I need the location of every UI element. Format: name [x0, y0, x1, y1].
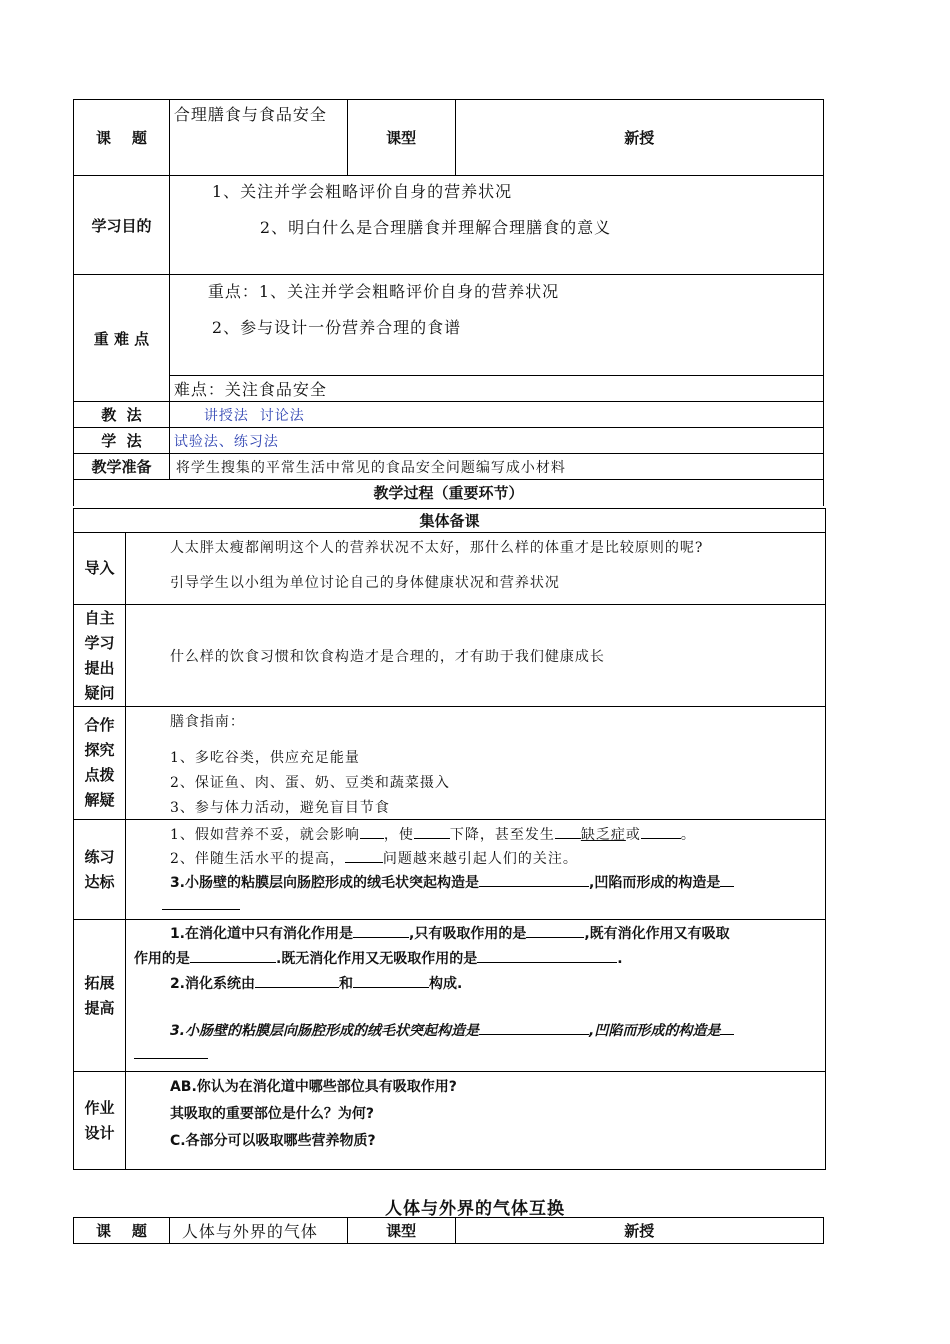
- teaching-method-label: 教 法: [74, 402, 170, 428]
- section2-type-label: 课型: [347, 1218, 455, 1244]
- intro-content: [125, 533, 825, 605]
- lesson-type-label: 课型: [347, 100, 455, 176]
- section2-info-table: [73, 1217, 824, 1244]
- intro-line-1: 人太胖太瘦都阐明这个人的营养状况不太好，那什么样的体重才是比较原则的呢?: [169, 540, 704, 556]
- process-title: 教学过程（重要环节）: [74, 480, 824, 506]
- learning-method-value: 试验法、练习法: [169, 428, 823, 454]
- preparation-label: 教学准备: [74, 454, 170, 480]
- keypoint-2: 2、参与设计一份营养合理的食谱: [211, 318, 462, 337]
- intro-line-2: 引导学生以小组为单位讨论自己的身体健康状况和营养状况: [169, 575, 560, 591]
- objectives-content: [169, 176, 823, 275]
- homework-content: [125, 1072, 825, 1170]
- extension-q3: 3.小肠壁的粘膜层向肠腔形成的绒毛状突起构造是 ,凹陷而形成的构造是: [134, 997, 825, 1044]
- diet-guide-3: 3、参与体力活动，避免盲目节食: [169, 800, 390, 816]
- extension-q1a: 1.在消化道中只有消化作用是 ,只有吸取作用的是 ,既有消化作用又有吸取: [134, 920, 825, 947]
- practice-label: 练习 达标: [74, 820, 126, 920]
- learning-method-label: 学 法: [74, 428, 170, 454]
- diet-guide-1: 1、多吃谷类，供应充足能量: [169, 750, 360, 766]
- cooperation-label: 合作 探究 点拨 解疑: [74, 707, 126, 820]
- objectives-label: 学习目的: [74, 176, 170, 275]
- homework-q3: C.各部分可以吸取哪些营养物质?: [169, 1133, 376, 1149]
- teaching-method-value: 讲授法 讨论法: [169, 402, 823, 428]
- cooperation-content: [125, 707, 825, 820]
- diet-guide-title: 膳食指南：: [169, 714, 245, 730]
- practice-q2: 2、伴随生活水平的提高， 问题越来越引起人们的关注。: [170, 847, 825, 871]
- self-study-label: 自主 学习 提出 疑问: [74, 605, 126, 707]
- section2-topic-label: 课 题: [74, 1218, 170, 1244]
- objective-1: 1、关注并学会粗略评价自身的营养状况: [211, 182, 513, 201]
- extension-label: 拓展 提高: [74, 920, 126, 1072]
- topic-label: 课 题: [74, 100, 170, 176]
- section2-topic-value: 人体与外界的气体: [169, 1218, 347, 1244]
- section2-title: 人体与外界的气体互换: [385, 1199, 565, 1219]
- keypoints-label: 重 难 点: [74, 275, 170, 402]
- lesson-info-table: [73, 99, 824, 506]
- preparation-value: 将学生搜集的平常生活中常见的食品安全问题编写成小材料: [169, 454, 823, 480]
- collective-prep-title: 集体备课: [74, 509, 826, 533]
- practice-q3: 3.小肠壁的粘膜层向肠腔形成的绒毛状突起构造是 ,凹陷而形成的构造是: [170, 871, 825, 895]
- objective-2: 2、明白什么是合理膳食并理解合理膳食的意义: [259, 218, 612, 237]
- keypoints-content: [169, 275, 823, 376]
- diet-guide-2: 2、保证鱼、肉、蛋、奶、豆类和蔬菜摄入: [169, 775, 450, 791]
- lesson-type-value: 新授: [455, 100, 824, 176]
- homework-q2: 其吸取的重要部位是什么？为何?: [169, 1106, 375, 1122]
- self-study-content: 什么样的饮食习惯和饮食构造才是合理的，才有助于我们健康成长: [125, 605, 825, 707]
- practice-content: [125, 820, 825, 920]
- extension-q1b: 作用的是 .既无消化作用又无吸取作用的是 .: [134, 947, 825, 972]
- intro-label: 导入: [74, 533, 126, 605]
- difficulty: 难点：关注食品安全: [169, 376, 823, 402]
- homework-label: 作业 设计: [74, 1072, 126, 1170]
- section2-type-value: 新授: [455, 1218, 823, 1244]
- extension-q2: 2.消化系统由 和 构成.: [134, 972, 825, 997]
- keypoint-1: 重点：1、关注并学会粗略评价自身的营养状况: [207, 282, 560, 301]
- extension-content: [125, 920, 825, 1072]
- homework-q1: AB.你认为在消化道中哪些部位具有吸取作用?: [169, 1079, 457, 1095]
- process-table: [73, 508, 826, 1170]
- practice-q1: 1、假如营养不妥，就会影响 ，使 下降，甚至发生 缺乏症或 。: [170, 820, 825, 847]
- topic-value: 合理膳食与食品安全: [169, 100, 347, 176]
